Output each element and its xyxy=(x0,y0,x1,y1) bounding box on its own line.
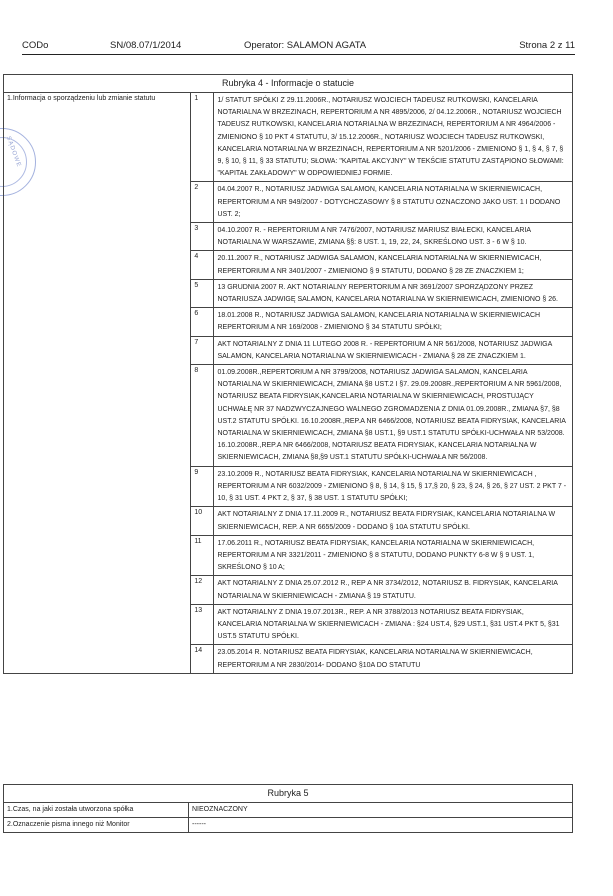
entry-text: 17.06.2011 R., NOTARIUSZ BEATA FIDRYSIAK, KANCELARIA NOTARIALNA W SKIERNIEWICACH, REPERTORIUM A NR 3321/2011 - ZMIENIONO § 8 STATUTU, DODANO PUNKTY 6-8 W § 9 UST. 1, SKREŚLONO § 10 A; xyxy=(214,535,573,576)
publication-label: 2.Oznaczenie pisma innego niż Monitor xyxy=(4,818,189,833)
entry-number: 12 xyxy=(191,576,214,604)
entry-text: AKT NOTARIALNY Z DNIA 25.07.2012 R., REP A NR 3734/2012, NOTARIUSZ B. FIDRYSIAK, KANCELARIA NOTARIALNA W SKIERNIEWICACH - ZMIANA § 19 STATUTU. xyxy=(214,576,573,604)
duration-value: NIEOZNACZONY xyxy=(189,803,573,818)
statute-info-label: 1.Informacja o sporządzeniu lub zmianie statutu xyxy=(4,93,191,674)
operator-name: Operator: SALAMON AGATA xyxy=(244,40,367,51)
rubryka-5-title: Rubryka 5 xyxy=(4,785,573,803)
page-number: Strona 2 z 11 xyxy=(519,40,575,51)
entry-text: 18.01.2008 R., NOTARIUSZ JADWIGA SALAMON, KANCELARIA NOTARIALNA W SKIERNIEWICACH REPERTORIUM A NR 169/2008 - ZMIENIONO § 34 STATUTU SPÓŁKI; xyxy=(214,308,573,336)
duration-label: 1.Czas, na jaki została utworzona spółka xyxy=(4,803,189,818)
rubryka-5-table xyxy=(3,784,573,833)
rubryka-4-table xyxy=(3,74,573,674)
rubryka-4-title: Rubryka 4 - Informacje o statucie xyxy=(4,75,573,93)
entry-text: AKT NOTARIALNY Z DNIA 17.11.2009 R., NOTARIUSZ BEATA FIDRYSIAK, KANCELARIA NOTARIALNA W SKIERNIEWICACH, REP. A NR 6655/2009 - DODANO § 10A STATUTU SPÓŁKI. xyxy=(214,507,573,535)
entry-number: 4 xyxy=(191,251,214,279)
entry-number: 5 xyxy=(191,279,214,307)
entry-number: 13 xyxy=(191,604,214,645)
entry-text: 13 GRUDNIA 2007 R. AKT NOTARIALNY REPERTORIUM A NR 3691/2007 SPORZĄDZONY PRZEZ NOTARIUSZA JADWIGĘ SALAMON, KANCELARIA NOTARIALNA W SKIERNIEWICACH, ZMIENIONO § 26. xyxy=(214,279,573,307)
entry-text: 04.10.2007 R. - REPERTORIUM A NR 7476/2007, NOTARIUSZ MARIUSZ BIAŁECKI, KANCELARIA NOTARIALNA W WARSZAWIE, ZMIANA §§: 8 UST. 1, 19, 22, 24, SKREŚLONO UST. 3 - 6 W § 10. xyxy=(214,223,573,251)
table-row xyxy=(4,803,573,818)
entry-text: 04.04.2007 R., NOTARIUSZ JADWIGA SALAMON, KANCELARIA NOTARIALNA W SKIERNIEWICACH, REPERTORIUM A NR 949/2007 - DOTYCHCZASOWY § 8 STATUTU OZNACZONO JAKO UST. 1 I DODANO UST. 2; xyxy=(214,182,573,223)
entry-number: 11 xyxy=(191,535,214,576)
table-row xyxy=(4,818,573,833)
entry-text: 23.05.2014 R. NOTARIUSZ BEATA FIDRYSIAK, KANCELARIA NOTARIALNA W SKIERNIEWICACH, REPERTORIUM A NR 2830/2014- DODANO §10A DO STATUTU xyxy=(214,645,573,673)
entry-number: 10 xyxy=(191,507,214,535)
entry-number: 2 xyxy=(191,182,214,223)
entry-text: 1/ STATUT SPÓŁKI Z 29.11.2006R., NOTARIUSZ WOJCIECH TADEUSZ RUTKOWSKI, KANCELARIA NOTARIALNA W BRZEZINACH, REPERTORIUM A NR 4895/2006, 2/ 04.12.2006R., NOTARIUSZ WOJCIECH TADEUSZ RUTKOWSKI, KANCELARIA NOTARIALNA W BRZEZINACH, REPERTORIUM A NR 4964/2006 - ZMIENIONO § 10 PKT 4 STATUTU, 3/ 15.12.2006R., NOTARIUSZ WOJCIECH TADEUSZ RUTKOWSKI, KANCELARIA NOTARIALNA W BRZEZINACH, REPERTORIUM A NR 5201/2006 - ZMIENIONO § 1, § 4, § 7, § 9, § 10, § 11, § 33 STATUTU; SŁOWA: "KAPITAŁ AKCYJNY" W TEKŚCIE STATUTU ZASTĄPIONO SŁOWAMI: "KAPITAŁ ZAKŁADOWY" W ODPOWIEDNIEJ FORMIE. xyxy=(214,93,573,182)
entry-text: AKT NOTARIALNY Z DNIA 19.07.2013R., REP. A NR 3788/2013 NOTARIUSZ BEATA FIDRYSIAK, KANCELARIA NOTARIALNA W SKIERNIEWICACH - ZMIANA : §24 UST.4, §29 UST.1, §31 UST.4 PKT 5, §31 UST.5 STATUTU SPÓŁKI. xyxy=(214,604,573,645)
entry-text: 20.11.2007 R., NOTARIUSZ JADWIGA SALAMON, KANCELARIA NOTARIALNA W SKIERNIEWICACH, REPERTORIUM A NR 3401/2007 - ZMIENIONO § 9 STATUTU, DODANO § 28 ZE ZNACZKIEM 1; xyxy=(214,251,573,279)
entry-text: 23.10.2009 R., NOTARIUSZ BEATA FIDRYSIAK, KANCELARIA NOTARIALNA W SKIERNIEWICACH , REPERTORIUM A NR 6032/2009 - ZMIENIONO § 8, § 14, § 15, § 17,§ 20, § 23, § 24, § 26, § 27 UST. 2 PKT 7 - 10, § 31 UST. 4 PKT 2, § 37, § 38 UST. 1 STATUTU SPÓŁKI; xyxy=(214,466,573,507)
stamp-text: SĄDOWE xyxy=(4,135,22,169)
publication-value: ------ xyxy=(189,818,573,833)
entry-number: 3 xyxy=(191,223,214,251)
entry-number: 14 xyxy=(191,645,214,673)
entry-number: 7 xyxy=(191,336,214,364)
document-code: CODo xyxy=(22,40,49,51)
entry-number: 1 xyxy=(191,93,214,182)
entry-text: AKT NOTARIALNY Z DNIA 11 LUTEGO 2008 R. - REPERTORIUM A NR 561/2008, NOTARIUSZ JADWIGA SALAMON, KANCELARIA NOTARIALNA W SKIERNIEWICACH - ZMIANA § 28 ZE ZNACZKIEM 1. xyxy=(214,336,573,364)
entry-number: 9 xyxy=(191,466,214,507)
document-number: SN/08.07/1/2014 xyxy=(110,40,182,51)
entry-number: 8 xyxy=(191,365,214,467)
page-header xyxy=(22,38,575,55)
entry-number: 6 xyxy=(191,308,214,336)
entry-text: 01.09.2008R.,REPERTORIUM A NR 3799/2008, NOTARIUSZ JADWIGA SALAMON, KANCELARIA NOTARIALNA W SKIERNIEWICACH, ZMIANA §8 UST.2 I §7. 29.09.2008R.,REPERTORIUM A NR 5961/2008, NOTARIUSZ BEATA FIDRYSIAK,KANCELARIA NOTARIALNA W SKIERNIEWICACH, PROSTUJĄCY UCHWAŁĘ NR 37 NADZWYCZAJNEGO WALNEGO ZGROMADZENIA Z DNIA 01.09.2008R., ZMIANA §7, §8 UST.2 STATUTU SPÓŁKI. 16.10.2008R.,REP.A NR 6466/2008, NOTARIUSZ BEATA FIDRYSIAK, KANCELARIA NOTARIALNA W SKIERNIEWICACH, ZMIANA §8 UST.1, §9 UST.1 STATUTU SPÓŁKI-UCHWAŁA NR 53/2008. 16.10.2008R.,REP.A NR 6466/2008, NOTARIUSZ BEATA FIDRYSIAK, KANCELARIA NOTARIALNA W SKIERNIEWICACH, ZMIANA §8,§9 UST.1 STATUTU SPÓŁKI-UCHWAŁA NR 56/2008. xyxy=(214,365,573,467)
